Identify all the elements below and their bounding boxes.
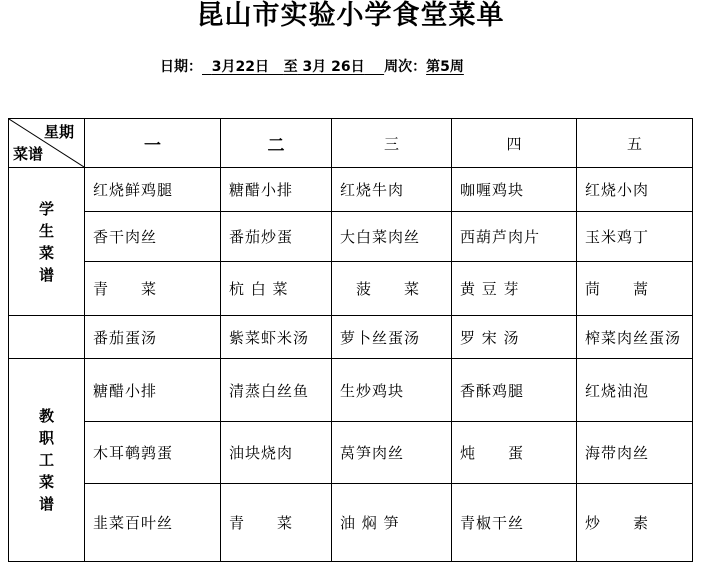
dish-cell: 青 菜 (221, 484, 332, 562)
dish-cell: 海带肉丝 (577, 422, 693, 484)
dish-cell: 茼 蒿 (577, 262, 693, 316)
dish-cell: 黄 豆 芽 (452, 262, 577, 316)
staff-menu-label (9, 359, 85, 562)
dish-cell: 青 菜 (85, 262, 221, 316)
header-row (9, 119, 693, 168)
date-to: 至 (283, 59, 298, 75)
week-label: 周次： (384, 59, 427, 75)
dish-cell: 炒 素 (577, 484, 693, 562)
dish-cell: 韭菜百叶丝 (85, 484, 221, 562)
day-header-fri: 五 (577, 119, 693, 168)
group-label-char: 职 (38, 429, 54, 447)
dish-cell: 炖 蛋 (452, 422, 577, 484)
dish-cell: 清蒸白丝鱼 (221, 359, 332, 422)
group-label-char: 教 (38, 407, 54, 425)
dish-cell: 糖醋小排 (221, 168, 332, 212)
dish-cell: 红烧牛肉 (332, 168, 452, 212)
table-row (9, 212, 693, 262)
dish-cell: 香干肉丝 (85, 212, 221, 262)
group-label-char: 谱 (38, 265, 54, 284)
dish-cell: 罗 宋 汤 (452, 316, 577, 359)
group-label-spacer (9, 316, 85, 359)
date-line (160, 57, 464, 77)
group-label-char: 学 (38, 199, 54, 218)
date-range (202, 59, 384, 75)
dish-cell: 生炒鸡块 (332, 359, 452, 422)
week-number: 第5周 (426, 59, 464, 75)
dish-cell: 咖喱鸡块 (452, 168, 577, 212)
corner-menu-label: 菜谱 (13, 145, 44, 163)
corner-weekday-label: 星期 (43, 123, 74, 141)
table-row (9, 422, 693, 484)
dish-cell: 油块烧肉 (221, 422, 332, 484)
end-date: 3月 26日 (302, 59, 365, 75)
dish-cell: 糖醋小排 (85, 359, 221, 422)
student-menu-label (9, 168, 85, 316)
table-row (9, 168, 693, 212)
day-header-wed: 三 (332, 119, 452, 168)
dish-cell: 红烧小肉 (577, 168, 693, 212)
menu-table (8, 118, 693, 562)
group-label-char: 生 (38, 221, 54, 240)
table-row (9, 262, 693, 316)
dish-cell: 菠 菜 (332, 262, 452, 316)
group-label-char: 菜 (38, 473, 54, 491)
dish-cell: 紫菜虾米汤 (221, 316, 332, 359)
table-row (9, 359, 693, 422)
day-header-mon: 一 (85, 119, 221, 168)
group-label-char: 谱 (38, 495, 54, 513)
dish-cell: 玉米鸡丁 (577, 212, 693, 262)
group-label-char: 菜 (38, 243, 54, 262)
dish-cell: 大白菜肉丝 (332, 212, 452, 262)
dish-cell: 榨菜肉丝蛋汤 (577, 316, 693, 359)
dish-cell: 香酥鸡腿 (452, 359, 577, 422)
dish-cell: 红烧鲜鸡腿 (85, 168, 221, 212)
day-header-tue: 二 (221, 119, 332, 168)
dish-cell: 木耳鹌鹑蛋 (85, 422, 221, 484)
corner-cell (9, 119, 85, 168)
start-date: 3月22日 (211, 59, 269, 75)
dish-cell: 萝卜丝蛋汤 (332, 316, 452, 359)
table-row (9, 484, 693, 562)
dish-cell: 杭 白 菜 (221, 262, 332, 316)
dish-cell: 莴笋肉丝 (332, 422, 452, 484)
dish-cell: 青椒干丝 (452, 484, 577, 562)
dish-cell: 红烧油泡 (577, 359, 693, 422)
table-row (9, 316, 693, 359)
day-header-thu: 四 (452, 119, 577, 168)
date-label: 日期： (160, 59, 202, 75)
dish-cell: 西葫芦肉片 (452, 212, 577, 262)
group-label-char: 工 (38, 451, 54, 469)
dish-cell: 番茄炒蛋 (221, 212, 332, 262)
page-title: 昆山市实验小学食堂菜单 (196, 0, 505, 31)
dish-cell: 番茄蛋汤 (85, 316, 221, 359)
dish-cell: 油 焖 笋 (332, 484, 452, 562)
